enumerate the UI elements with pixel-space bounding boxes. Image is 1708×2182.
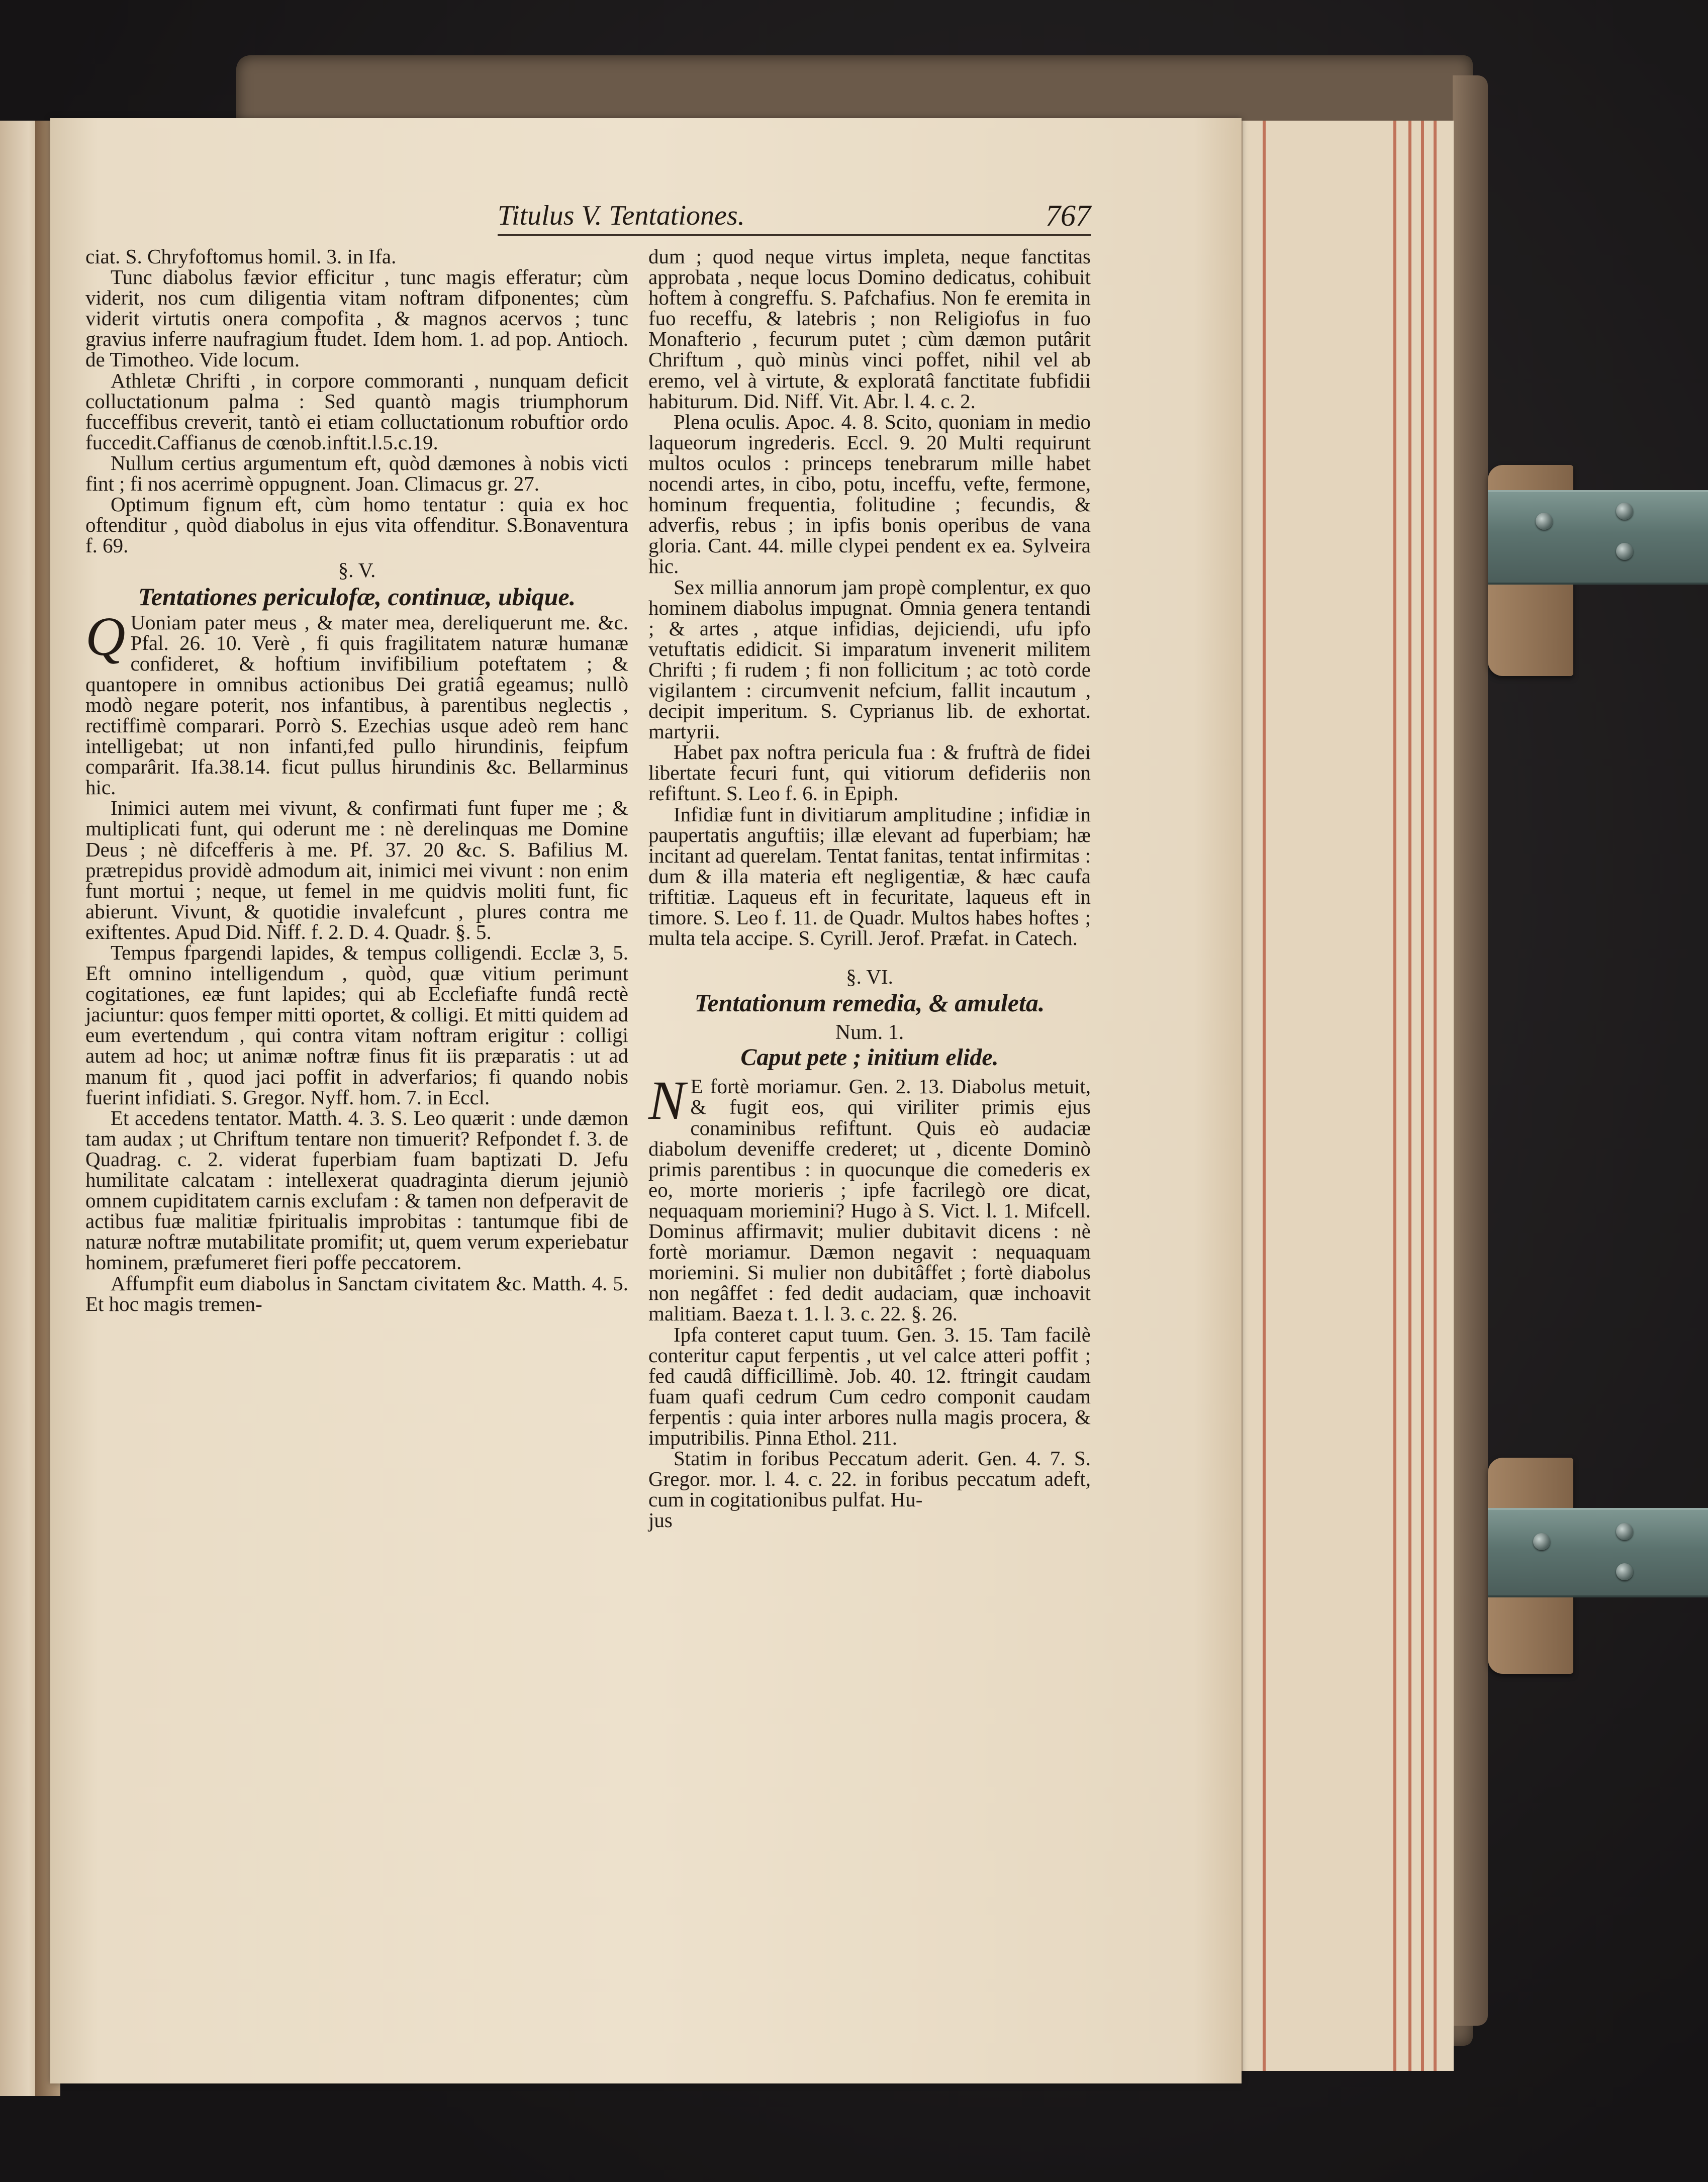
running-title: Titulus V. Tentationes. — [498, 200, 745, 231]
clasp-strap — [1488, 490, 1708, 585]
paragraph — [85, 605, 628, 799]
paragraph: dum ; quod neque virtus impleta, neque fanctitas approbata , neque locus Domino dedicatus, cohibuit hoftem à congreffu. S. Pafchafius. Non fe eremita in fuo receffu, & latebris ; non Religiofus in fuo Monafterio , fecurum putet ; cùm dæmon putârit Chriftum , quò minùs vinci poffet, nihil vel ab eremo, vel à virtute, & exploratâ fanctitate fubfidii habiturum. Did. Niff. Vit. Abr. l. 4. c. 2. — [648, 245, 1091, 413]
paragraph: Habet pax noftra pericula fua : & fruftrà de fidei libertate fecuri funt, qui vitiorum defideriis non refiftunt. S. Leo f. 6. in Epiph. — [648, 740, 1091, 805]
rivet — [1616, 543, 1633, 560]
header-rule — [498, 234, 1091, 236]
subsection-number: Num. 1. — [835, 1021, 904, 1045]
section-number: §. VI. — [846, 965, 893, 989]
paragraph: ciat. S. Chryfoftomus homil. 3. in Ifa. — [85, 245, 397, 268]
paragraph-text: Uoniam pater meus , & mater mea, dereliquerunt me. &c. Pfal. 26. 10. Verè , fi quis fragilitatem naturæ humanæ confideret, & hoftium invifibilium poteftatem ; & quantopere in omnibus actionibus Dei gratiâ egeamus; nullò modò negare poterit, nos infantibus, à parentibus neglectis , rectiffimè comparari. Porrò S. Ezechias usque adeò rem hanc intelligebat; ut non infanti,fed pullo hirundinis, feipfum comparârit. Ifa.38.14. ficut pullus hirundinis &c. Bellarminus hic. — [85, 610, 628, 799]
book-cover-edge — [1453, 75, 1488, 2026]
right-column — [648, 246, 1091, 1531]
paragraph — [648, 1070, 1091, 1325]
red-edge-line — [1263, 121, 1266, 2071]
section-title: Tentationes periculofæ, continuæ, ubique. — [138, 582, 576, 611]
page-number: 767 — [1046, 199, 1091, 232]
section-number: §. V. — [338, 558, 376, 582]
paragraph: Nullum certius argumentum eft, quòd dæmones à nobis victi fint ; fi nos acerrimè oppugnent. Joan. Climacus gr. 27. — [85, 451, 628, 496]
paragraph: Sex millia annorum jam propè complentur, ex quo hominem diabolus impugnat. Omnia genera tentandi ; & artes , atque infidias, dejiciendi, ufu ipfo vetuftatis edidicit. Si imparatum invenerit militem Chrifti ; fi rudem ; fi non follicitum ; ac totò corde vigilantem : circumvenit nefcium, fallit incautum , decipit imperitum. S. Cyprianus lib. de exhortat. martyrii. — [648, 575, 1091, 743]
section-title: Tentationum remedia, & amuleta. — [694, 989, 1045, 1017]
paragraph: Optimum fignum eft, cùm homo tentatur : quia ex hoc oftenditur , quòd diabolus in ejus vita offenditur. S.Bonaventura f. 69. — [85, 493, 628, 557]
red-edge-line — [1393, 121, 1396, 2071]
paragraph-text: E fortè moriamur. Gen. 2. 13. Diabolus metuit, & fugit eos, qui viriliter primis ejus conaminibus refiftunt. Quis eò audaciæ diabolum deveniffe crederet; ut , dicente Dominò primis parentibus : in quocunque die comederis ex eo, morte morieris ; ipfe facrilegò ore dicat, nequaquam moriemini? Hugo à S. Vict. l. 1. Mifcell. Dominus affirmavit; mulier dubitavit dicens : nè fortè moriamur. Dæmon negavit : nequaquam moriemini. Si mulier non dubitâffet ; fortè diabolus non negâffet : fed dedit audaciam, quæ inchoavit malitiam. Baeza t. 1. l. 3. c. 22. §. 26. — [648, 1075, 1091, 1325]
red-edge-line — [1408, 121, 1411, 2071]
paragraph: Et accedens tentator. Matth. 4. 3. S. Leo quærit : unde dæmon tam audax ; ut Chriftum tentare non timuerit? Refpondet f. 3. de Quadrag. c. 2. viderat fuperbiam fuam baptizati D. Jefu humilitate calcatam : intellexerat quadraginta dierum jejuniò omnem cupiditatem carnis exclufam : & tamen non defperavit de actibus fuæ malitiæ fpiritualis improbitas : tantumque fibi de naturæ noftræ mutabilitate promifit; ut, quem verum experiebatur hominem, præfumeret fieri poffe peccatorem. — [85, 1106, 628, 1274]
rivet — [1616, 1523, 1633, 1540]
clasp-strap — [1488, 1508, 1708, 1597]
drop-capital: N — [648, 1070, 686, 1131]
page-header — [498, 199, 1091, 233]
left-column — [85, 246, 628, 1314]
paragraph: Ipfa conteret caput tuum. Gen. 3. 15. Tam facilè conteritur caput ferpentis , ut vel calce atteri poffit ; fed caudâ difficillimè. Job. 40. 12. ftringit caudam fuam quafi cedrum Cum cedro componit caudam ferpentis : quia inter arbores nulla magis procera, & imputribilis. Pinna Ethol. 211. — [648, 1322, 1091, 1449]
rivet — [1616, 1563, 1633, 1580]
subsection-title: Caput pete ; initium elide. — [740, 1044, 999, 1071]
paragraph: Statim in foribus Peccatum aderit. Gen. 4. 7. S. Gregor. mor. l. 4. c. 22. in foribus peccatum adeft, cum in cogitationibus pulfat. Hu- — [648, 1447, 1091, 1511]
paragraph: Affumpfit eum diabolus in Sanctam civitatem &c. Matth. 4. 5. Et hoc magis tremen- — [85, 1271, 628, 1315]
paragraph: Athletæ Chrifti , in corpore commoranti , nunquam deficit colluctationum palma : Sed quantò magis triumphorum fucceffibus creverit, tantò ei etiam colluctationum robuftior ordo fuccedit.Caffianus de cœnob.inftit.l.5.c.19. — [85, 368, 628, 454]
catchword: jus — [648, 1508, 673, 1532]
paragraph: Tunc diabolus fævior efficitur , tunc magis efferatur; cùm viderit, nos cum diligentia vitam noftram difponentes; cùm viderit virtutis onera compofita , & magnos acervos ; tunc gravius inferre naufragium ftudet. Idem hom. 1. ad pop. Antioch. de Timotheo. Vide locum. — [85, 265, 628, 371]
rivet — [1536, 513, 1553, 530]
rivet — [1533, 1533, 1550, 1550]
drop-capital: Q — [85, 605, 126, 667]
paragraph: Infidiæ funt in divitiarum amplitudine ; infidiæ in paupertatis anguftiis; illæ elevant ad fuperbiam; hæ incitant ad querelam. Tentat fanitas, tentat infirmitas : dum & illa materia eft negligentiæ, & hæc caufa triftitiæ. Laqueus eft in fecuritate, laqueus eft in timore. S. Leo f. 11. de Quadr. Multos habes hoftes ; multa tela accipe. S. Cyrill. Jerof. Præfat. in Catech. — [648, 802, 1091, 950]
paragraph: Inimici autem mei vivunt, & confirmati funt fuper me ; & multiplicati funt, qui oderunt me : nè derelinquas me Domine Deus ; nè difcefferis à me. Pf. 37. 20 &c. S. Bafilius M. prætrepidus providè admodum ait, inimici mei vivunt : non enim funt mortui ; neque, ut femel in me quidvis moliti funt, fic abierunt. Vivunt, & quotidie invalefcunt , plures contra me exiftentes. Apud Did. Niff. f. 2. D. 4. Quadr. §. 5. — [85, 796, 628, 943]
rivet — [1616, 503, 1633, 520]
red-edge-line — [1434, 121, 1437, 2071]
paragraph: Tempus fpargendi lapides, & tempus colligendi. Ecclæ 3, 5. Eft omnino intelligendum , quòd, quæ vitium perimunt cogitationes, eæ funt lapides; qui ab Ecclefiafte fundâ rectè jaciuntur: quos femper mitti oportet, & colligi. Et mitti quidem ad eum evertendum , qui contra vitam noftram erigitur : colligi autem ad hoc; ut animæ noftræ finus fit iis præparatis : ut ad manum fit , quod jaci poffit in adverfarios; fi quando nobis fuerint infidiati. S. Gregor. Nyff. hom. 7. in Eccl. — [85, 941, 628, 1109]
page-block-edges — [1242, 121, 1454, 2071]
paragraph: Plena oculis. Apoc. 4. 8. Scito, quoniam in medio laqueorum ingrederis. Eccl. 9. 20 Multi requirunt multos oculos : princeps tenebrarum mille habet nocendi artes, in cibo, potu, inceffu, vefte, fermone, hominum frequentia, folitudine ; fecundis, & adverfis, rebus ; in ipfis bonis operibus de vana gloria. Cant. 44. mille clypei pendent ex ea. Sylveira hic. — [648, 410, 1091, 578]
red-edge-line — [1421, 121, 1424, 2071]
